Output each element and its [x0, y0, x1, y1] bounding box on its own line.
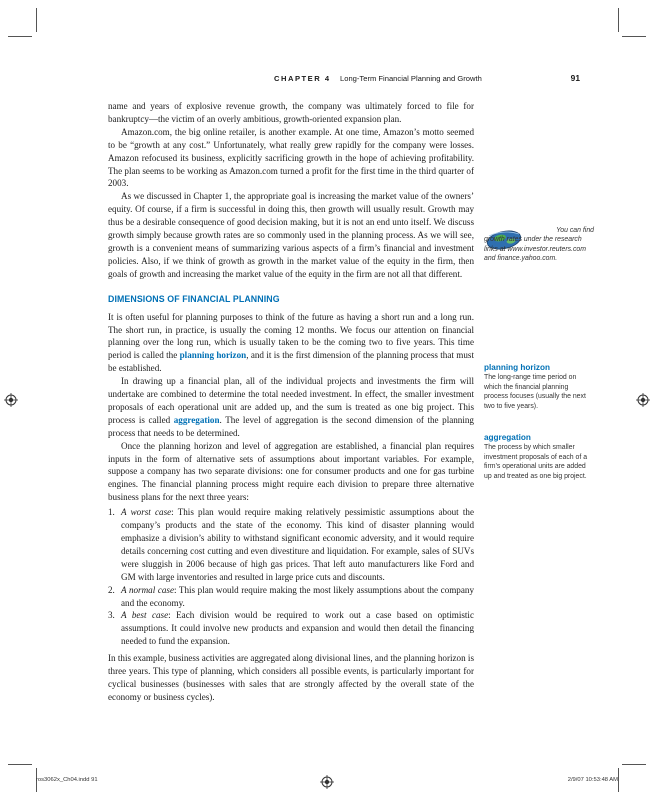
- crop-mark: [8, 764, 32, 765]
- glossary-term: planning horizon: [484, 363, 550, 372]
- registration-mark-icon: [636, 393, 650, 407]
- text-run: . The level of aggregation is the second dimension of the planning process that needs to be determined.: [108, 414, 474, 438]
- case-label: A best case: [121, 610, 169, 621]
- crop-mark: [36, 8, 37, 32]
- body-paragraph: Amazon.com, the big online retailer, is another example. At one time, Amazon’s motto seemed to be “growth at any cost.” Unfortunately, what really grew rapidly for the company were losses. Amazon refocused its business, explicitly sacrificing growth in the hope of achieving profitability. The plan seems to be working as Amazon.com turned a profit for the first time in the third quarter of 2003.: [108, 126, 474, 189]
- body-paragraph: name and years of explosive revenue growth, the company was ultimately forced to file for bankruptcy—the victim of an overly ambitious, growth-oriented expansion plan.: [108, 101, 474, 124]
- list-item: [108, 609, 474, 648]
- list-number: 2.: [108, 584, 115, 595]
- web-note-lead: You can find: [556, 227, 594, 234]
- crop-mark: [618, 768, 619, 792]
- crop-mark: [8, 36, 32, 37]
- glossary-entry-aggregation: [484, 433, 594, 481]
- crop-mark: [622, 36, 646, 37]
- page-number: 91: [570, 73, 580, 83]
- web-note-text: growth rates under the research links at www.investor.reuters.com and finance.yahoo.com.: [484, 236, 586, 263]
- footer-filename: ros3062x_Ch04.indd 91: [36, 777, 98, 783]
- glossary-entry-planning-horizon: [484, 363, 594, 411]
- body-paragraph-planning-horizon: [108, 311, 474, 376]
- web-link-note: [484, 226, 594, 264]
- case-text: : This plan would require making the most likely assumptions about the company and the economy.: [121, 584, 474, 608]
- list-item: [108, 506, 474, 583]
- glossary-definition: The process by which smaller investment proposals of each of a firm’s operational units are added up and treated as one big project.: [484, 444, 588, 480]
- body-paragraph: As we discussed in Chapter 1, the appropriate goal is increasing the market value of the owners’ equity. Of course, if a firm is successful in doing this, then growth will usually result. Growth may thus be a desirable consequence of good decision making, but it is not an end unto itself. We discuss growth simply because growth rates are so commonly used in the planning process. As we will see, growth is a convenient means of summarizing various aspects of a firm’s financial and investment policies. Also, if we think of growth as growth in the market value of the equity in the firm, then goals of growth and increasing the market value of the equity in the firm are not all that different.: [108, 191, 474, 279]
- list-item: [108, 584, 474, 610]
- text-run: In drawing up a financial plan, all of the individual projects and investments the firm will undertake are combined to determine the total needed investment. In effect, the smaller investment proposals of each operational unit are added up, and the sum is treated as one big project. This process is called: [108, 376, 474, 425]
- body-paragraph-aggregation: [108, 375, 474, 440]
- case-label: A worst case: [121, 507, 172, 518]
- list-number: 3.: [108, 610, 115, 621]
- case-label: A normal case: [121, 584, 174, 595]
- footer-timestamp: 2/9/07 10:53:48 AM: [567, 777, 618, 783]
- glossary-term: aggregation: [484, 433, 531, 442]
- section-heading: DIMENSIONS OF FINANCIAL PLANNING: [108, 293, 280, 304]
- running-header: [108, 72, 586, 86]
- registration-mark-icon: [320, 775, 334, 789]
- chapter-label: CHAPTER 4: [274, 74, 331, 83]
- crop-mark: [618, 8, 619, 32]
- scenario-list: [108, 506, 474, 648]
- key-term-aggregation: aggregation: [173, 414, 220, 425]
- case-text: : This plan would require making relatively pessimistic assumptions about the company’s products and the state of the economy. This kind of disaster planning would emphasize a division’s ability to withstand significant economic adversity, and it would require details concerning cost cutting and even divestiture and liquidation. For example, sales of SUVs were sluggish in 2006 because of high gas prices. That left auto manufacturers like Ford and GM with large inventories and resulted in large price cuts and discounts.: [121, 507, 474, 582]
- registration-mark-icon: [4, 393, 18, 407]
- case-text: : Each division would be required to work out a case based on optimistic assumptions. It could involve new products and expansion and would then detail the financing needed to fund the expansion.: [121, 610, 474, 647]
- body-paragraph: Once the planning horizon and level of aggregation are established, a financial plan requires inputs in the form of alternative sets of assumptions about important variables. For example, suppose a company has two separate divisions: one for consumer products and one for gas turbine engines. The financial planning process might require each division to prepare three alternative business plans for the next three years:: [108, 440, 474, 503]
- crop-mark: [622, 764, 646, 765]
- text-run: It is often useful for planning purposes to think of the future as having a short run and a long run. The short run, in practice, is usually the coming 12 months. We focus our attention on financial planning over the long run, which is usually taken to be the coming two to five years. This time period is called the: [108, 311, 474, 361]
- main-text-column: [108, 100, 474, 704]
- chapter-title: Long-Term Financial Planning and Growth: [340, 74, 482, 83]
- glossary-definition: The long-range time period on which the financial planning process focuses (usually the next two to five years).: [484, 374, 586, 410]
- body-paragraph: In this example, business activities are aggregated along divisional lines, and the planning horizon is three years. This type of planning, which considers all possible events, is particularly important for cyclical businesses (businesses with sales that are strongly affected by the overall state of the economy or business cycles).: [108, 653, 474, 702]
- text-run: , and it is the first dimension of the planning process that must be established.: [108, 350, 474, 374]
- list-number: 1.: [108, 507, 115, 518]
- key-term-planning-horizon: planning horizon: [179, 350, 247, 361]
